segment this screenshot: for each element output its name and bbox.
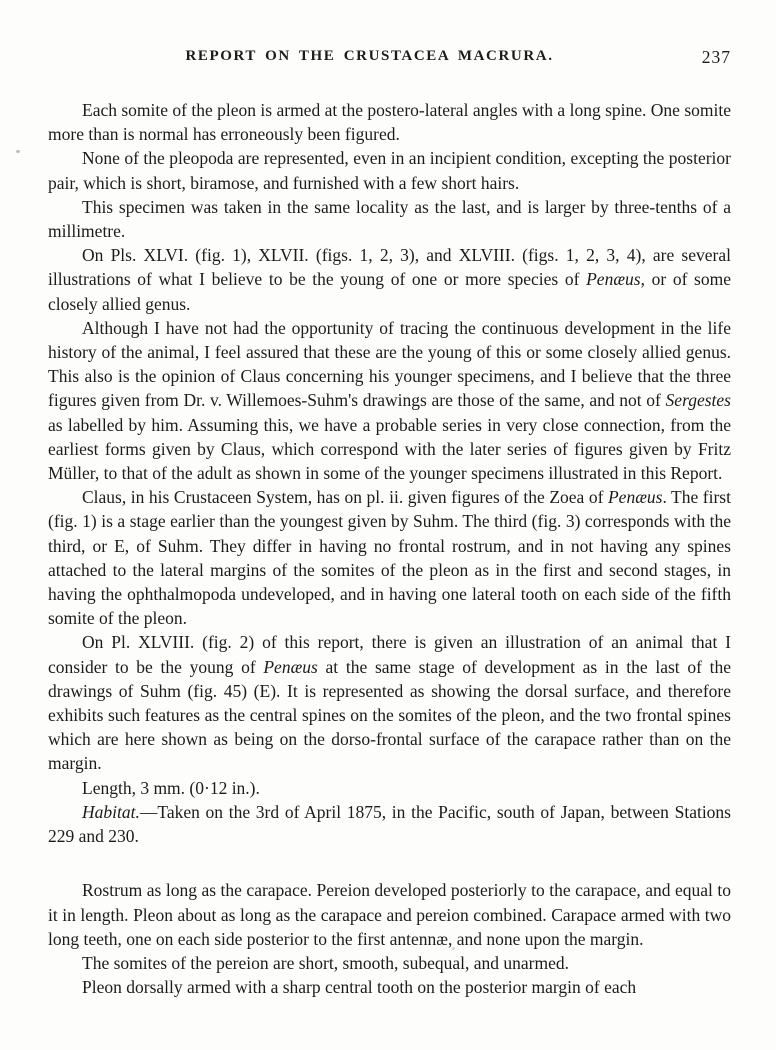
- text-segment: at the same stage of development as in the last of the drawings of Suhm (fig. 45) (E). It is represented as showing the dorsal surface, and therefore exhibits such features as the central spines on the somites of the pleon, and the two frontal spines which are here shown as being on the dorso-frontal surface of the carapace rather than on the margin.: [48, 656, 731, 774]
- text-segment: as labelled by him. Assuming this, we have a probable series in very close connection, from the earliest forms given by Claus, which correspond with the later series of figures given by Fritz Müller, to that of the adult as shown in some of the younger specimens illustrated in this Report.: [48, 414, 731, 484]
- italic-text-segment: Habitat.: [82, 801, 140, 822]
- paragraph: [48, 878, 731, 951]
- text-segment: On Pl. XLVIII. (fig. 2) of this report, there is given an illustration of an animal that I consider to be the young of: [48, 632, 731, 677]
- body-text: [48, 98, 731, 999]
- italic-text-segment: Penæus: [607, 487, 663, 508]
- paragraph: [48, 800, 731, 848]
- paragraph: [48, 146, 731, 194]
- text-segment: The somites of the pereion are short, smooth, subequal, and unarmed.: [82, 952, 569, 973]
- paragraph: [48, 776, 731, 800]
- paragraph: [48, 98, 731, 146]
- paragraph: [48, 951, 731, 975]
- paragraph: [48, 316, 731, 485]
- text-segment: Pleon dorsally armed with a sharp central tooth on the posterior margin of each: [82, 977, 637, 998]
- scan-speck: [16, 150, 20, 153]
- paragraph: [48, 485, 731, 630]
- italic-text-segment: Sergestes: [665, 390, 731, 411]
- text-segment: Claus, in his Crustaceen System, has on pl. ii. given figures of the Zoea of: [82, 487, 608, 508]
- text-segment: Length, 3 mm. (0·12 in.).: [82, 777, 260, 798]
- paragraph: [48, 195, 731, 243]
- paragraph: [48, 243, 731, 316]
- text-segment: . The first (fig. 1) is a stage earlier than the youngest given by Suhm. The third (fig. 3) corresponds with the third, or E, of Suhm. They differ in having no frontal rostrum, and in not having any spines attached to the lateral margins of the somites of the pleon as in the first and second stages, in having the ophthalmopoda undeveloped, and in having one lateral tooth on each side of the fifth somite of the pleon.: [48, 487, 731, 629]
- italic-text-segment: Penæus: [263, 656, 318, 677]
- page-number: 237: [701, 47, 731, 67]
- running-head-title: REPORT ON THE CRUSTACEA MACRURA.: [185, 48, 554, 64]
- running-head: [48, 48, 731, 70]
- scan-speck: [452, 947, 455, 950]
- text-segment: Although I have not had the opportunity of tracing the continuous development in the life history of the animal, I feel assured that these are the young of this or some closely allied genus. This also is the opinion of Claus concerning his younger specimens, and I believe that the three figures given from Dr. v. Willemoes-Suhm's drawings are those of the same, and not of: [48, 317, 731, 411]
- text-segment: , or of some closely allied genus.: [48, 269, 731, 314]
- text-segment: Rostrum as long as the carapace. Pereion developed posteriorly to the carapace, and equal to it in length. Pleon about as long as the carapace and pereion combined. Carapace armed with two long teeth, one on each side posterior to the first antennæ, and none upon the margin.: [48, 880, 731, 949]
- italic-text-segment: Penæus: [586, 269, 641, 290]
- paragraph: [48, 975, 731, 999]
- text-segment: None of the pleopoda are represented, even in an incipient condition, excepting the posterior pair, which is short, biramose, and furnished with a few short hairs.: [48, 148, 731, 193]
- text-segment: This specimen was taken in the same locality as the last, and is larger by three-tenths of a millimetre.: [48, 196, 731, 242]
- text-segment: Each somite of the pleon is armed at the postero-lateral angles with a long spine. One somite more than is normal has erroneously been figured.: [48, 100, 731, 145]
- text-segment: On Pls. XLVI. (fig. 1), XLVII. (figs. 1, 2, 3), and XLVIII. (figs. 1, 2, 3, 4), are several illustrations of what I believe to be the young of one or more species of: [48, 245, 731, 290]
- text-segment: —Taken on the 3rd of April 1875, in the Pacific, south of Japan, between Stations 229 and 230.: [48, 801, 731, 847]
- paragraph: [48, 630, 731, 775]
